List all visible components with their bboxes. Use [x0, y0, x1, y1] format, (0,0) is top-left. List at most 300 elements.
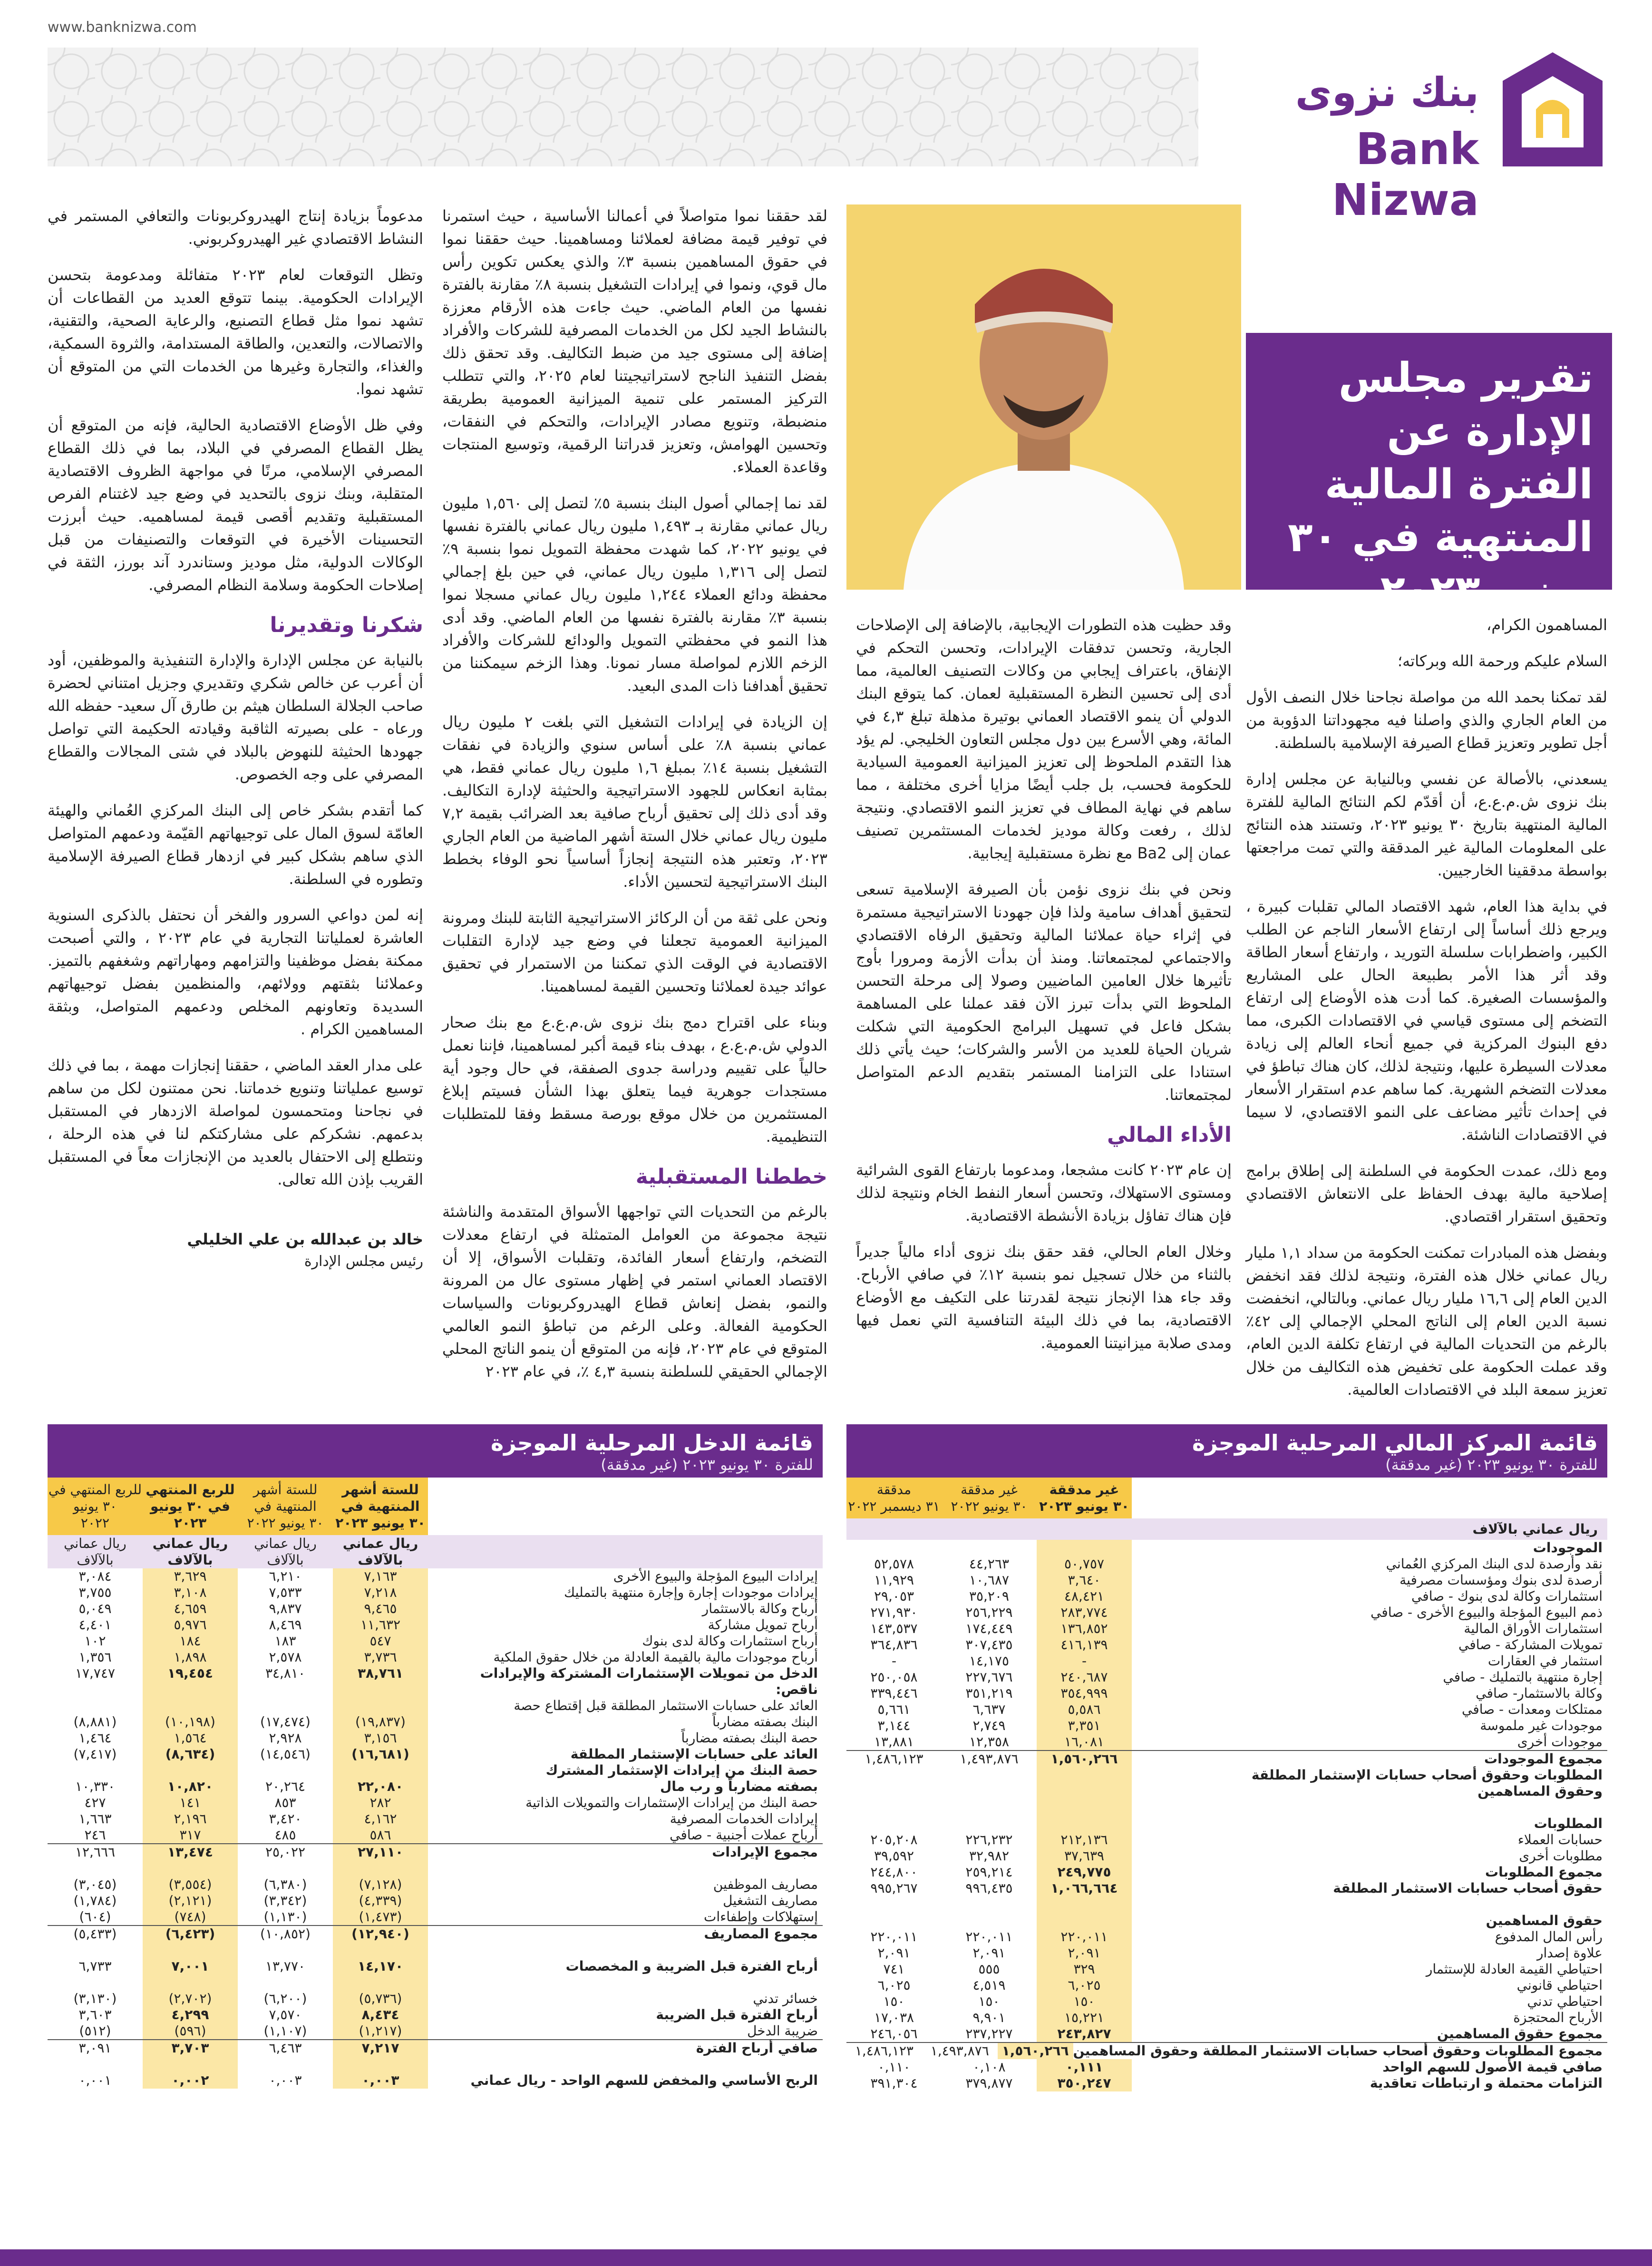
row-label: الدخل من تمويلات الإستثمارات المشتركة والإيرادات	[480, 1665, 818, 1681]
table-cell: ٠,٠٠٣	[269, 2072, 302, 2088]
table-cell: ٢٠٥,٢٠٨	[870, 1832, 918, 1848]
table-cell: ٠,٠٠١	[78, 2072, 112, 2088]
table-cell: (٥١٢)	[79, 2023, 111, 2039]
table-cell: ١,٤٩٣,٨٧٦	[960, 1751, 1019, 1767]
table-cell	[846, 1896, 942, 1913]
table-cell	[333, 1698, 428, 1714]
row-label: أرباح تمويل مشاركة	[708, 1617, 818, 1633]
paragraph: على مدار العقد الماضي ، حققنا إنجازات مهمة ، بما في ذلك توسيع عملياتنا وتنويع خدماتنا. نحن ممتنون لكل من ساهم في نجاحنا ومتحمسون لمواصلة الازدهار في المستقبل بدعمهم. نشكركم على مشاركتكم لنا في هذه الرحلة ، ونتطلع إلى الاحتفال بالعديد من الإنجازات معاً في المستقبل القريب بإذن الله تعالى.	[48, 1056, 423, 1188]
table-row	[846, 2075, 1607, 2091]
table-cell: ١٤,١٧٥	[969, 1653, 1010, 1669]
table-cell: ٣٩,٥٩٢	[874, 1848, 914, 1864]
table-subtitle: للفترة ٣٠ يونيو ٢٠٢٣ (غير مدققة)	[1385, 1456, 1598, 1474]
row-label: إيرادات الخدمات المصرفية	[670, 1811, 818, 1827]
column-header: مدققة ٣١ ديسمبر ٢٠٢٢	[846, 1478, 942, 1518]
table-cell	[48, 1682, 143, 1698]
table-cell: ٧,٥٧٠	[269, 2007, 302, 2023]
table-cell: -	[1037, 1653, 1132, 1669]
table-cell: ٩,٩٠١	[972, 2010, 1006, 2025]
table-row	[846, 1669, 1607, 1685]
row-label: استثمارات الأوراق المالية	[1464, 1621, 1603, 1636]
table-cell: ٢,٠٩١	[972, 1945, 1006, 1961]
table-row	[846, 2010, 1607, 2026]
table-title: قائمة المركز المالي المرحلية الموجزة	[1192, 1430, 1598, 1456]
row-label: ضريبة الدخل	[747, 2023, 818, 2039]
table-cell: ٢٢٠,٠١١	[870, 1929, 918, 1945]
table-cell: ٣,١٠٨	[143, 1585, 238, 1601]
chairman-name: خالد بن عبدالله بن علي الخليلي	[187, 1230, 423, 1248]
row-label	[1132, 1896, 1607, 1913]
table-cell: ٥,٦٦١	[877, 1702, 911, 1717]
table-row	[48, 1585, 823, 1601]
table-cell: ٣٢٩	[1037, 1961, 1132, 1977]
row-label: أرباح الفترة قبل الضريبة	[656, 2007, 818, 2023]
table-row	[48, 1795, 823, 1811]
table-row	[48, 2056, 823, 2072]
row-label: البنك بصفته مضارباً	[712, 1714, 818, 1730]
table-cell: ٣,٦٢٩	[143, 1568, 238, 1585]
table-cell: ٢,٠٩١	[1037, 1945, 1132, 1961]
table-body	[48, 1568, 823, 2089]
table-cell: (٣,٣٤٢)	[263, 1893, 307, 1908]
table-cell	[238, 1682, 333, 1698]
table-row	[48, 1746, 823, 1762]
paragraph: كما أتقدم بشكر خاص إلى البنك المركزي العُماني والهيئة العامّة لسوق المال على توجيهاتهم القيّمة ودعمهم المتواصل الذي ساهم بشكل كبير في ازدهار قطاع الصيرفة الإسلامية وتطوره في السلطنة.	[48, 801, 423, 888]
table-cell: ٢,٠٩١	[877, 1945, 911, 1961]
row-label: احتياطي تدني	[1527, 1994, 1603, 2009]
table-cell	[143, 1698, 238, 1714]
table-cell: ٣,١٥٦	[333, 1730, 428, 1746]
table-cell: ٢٢,٠٨٠	[333, 1779, 428, 1795]
row-label: رأس المال المدفوع	[1495, 1929, 1603, 1945]
table-row	[846, 1816, 1607, 1832]
table-row	[846, 1556, 1607, 1572]
table-cell	[1037, 1540, 1132, 1556]
table-row	[48, 1843, 823, 1860]
table-cell: -	[891, 1653, 897, 1669]
table-cell: ١,٤٨٦,١٢٣	[855, 2043, 913, 2059]
table-cell	[143, 2056, 238, 2072]
column-header: للربع المنتهي في ٣٠ يونيو ٢٠٢٢	[48, 1478, 143, 1535]
table-cell: ٦,٤٦٣	[269, 2040, 302, 2056]
column-header: غير مدققة ٣٠ يونيو ٢٠٢٣	[1037, 1478, 1132, 1518]
row-label: علاوة إصدار	[1536, 1945, 1603, 1961]
row-label: صافي أرباح الفترة	[696, 2040, 818, 2056]
table-cell	[238, 2056, 333, 2072]
financial-position-statement	[846, 1424, 1607, 2091]
table-cell: ٦,٠٢٥	[877, 1977, 911, 1993]
table-cell: ١,٤٨٦,١٢٣	[865, 1751, 923, 1767]
table-cell	[1037, 1816, 1132, 1832]
table-row	[48, 2039, 823, 2056]
table-cell: ٥٢,٥٧٨	[874, 1556, 914, 1572]
table-cell: ٩,٨٣٧	[269, 1601, 302, 1616]
table-cell	[48, 2056, 143, 2072]
table-row	[48, 1991, 823, 2007]
row-label: استثمار في العقارات	[1487, 1653, 1603, 1669]
table-cell: (١,١٣٠)	[263, 1909, 307, 1925]
table-cell: ٠,٠٠٢	[143, 2072, 238, 2089]
table-cell: ٣٧٩,٨٧٧	[965, 2075, 1013, 2091]
table-row	[846, 1588, 1607, 1605]
table-cell	[1037, 1783, 1132, 1799]
table-cell	[942, 1913, 1037, 1929]
table-cell: (١,٢١٧)	[333, 2023, 428, 2039]
table-cell: ٣,٧٣٦	[333, 1649, 428, 1665]
table-cell	[942, 1767, 1037, 1783]
table-row	[846, 1832, 1607, 1848]
column-header: غير مدققة ٣٠ يونيو ٢٠٢٢	[942, 1478, 1037, 1518]
table-cell: (٣,١٣٠)	[73, 1991, 117, 2006]
row-label: إيرادات موجودات إجارة وإجارة منتهية بالتمليك	[564, 1585, 818, 1600]
table-cell: ٤,١٦٢	[333, 1811, 428, 1827]
table-cell	[846, 1799, 942, 1816]
table-row	[846, 1734, 1607, 1750]
column-header: للستة أشهر المنتهية في ٣٠ يونيو ٢٠٢٢	[238, 1478, 333, 1535]
table-cell: ٤,٥١٩	[972, 1977, 1006, 1993]
table-cell	[846, 1913, 942, 1929]
table-cell: (٧,١٢٨)	[333, 1877, 428, 1893]
table-cell: ٢٠,٢٦٤	[265, 1779, 306, 1794]
row-label: وكالة بالاستثمار- صافي	[1476, 1685, 1603, 1701]
table-row	[846, 1994, 1607, 2010]
table-cell: ٣٩١,٣٠٤	[870, 2075, 918, 2091]
row-label: أرباح الفترة قبل الضريبة و المخصصات	[565, 1958, 818, 1974]
table-cell: ٣,٦٤٠	[1037, 1572, 1132, 1588]
report-title: تقرير مجلس الإدارة عن الفترة المالية المنتهية في ٣٠ يونيو ٢٠٢٣	[1288, 354, 1593, 615]
website-url[interactable]: www.banknizwa.com	[48, 19, 197, 36]
table-cell: ١٢,٣٥٨	[969, 1734, 1010, 1750]
table-cell: (٣,٥٥٤)	[143, 1877, 238, 1893]
paragraph: وفي ظل الأوضاع الاقتصادية الحالية، فإنه من المتوقع أن يظل القطاع المصرفي في البلاد، بما في ذلك القطاع المصرفي الإسلامي، مرنًا في مواجهة الظروف الاقتصادية المتقلبة، وبنك نزوى بالتحديد في وضع جيد لاغتنام الفرص المستقبلية وتقديم أقصى قيمة لمساهميه. حيث أبرزت التحسينات الأخيرة في التوقعات والتصنيفات من قبل الوكالات الدولية، مثل موديز وستاندرد آند بورز، الثقة في إصلاحات الحكومة وسلامة النظام المصرفي.	[48, 416, 423, 594]
table-row	[846, 1929, 1607, 1945]
table-header	[846, 1424, 1607, 1478]
table-cell: ٣,٣٥١	[1037, 1718, 1132, 1734]
table-cell: ١٢,٦٦٦	[75, 1844, 116, 1860]
table-cell: (٢,٧٠٢)	[143, 1991, 238, 2007]
table-cell: ٣,٧٥٥	[78, 1585, 112, 1600]
table-cell: ١٨٣	[274, 1633, 296, 1649]
row-label: خسائر تدني	[753, 1991, 818, 2006]
table-cell: ٩,٤٦٥	[333, 1601, 428, 1617]
table-cell: ٦,٢١٠	[269, 1568, 302, 1584]
table-cell	[942, 1896, 1037, 1913]
paragraph: وقد حظيت هذه التطورات الإيجابية، بالإضافة إلى الإصلاحات الجارية، وتحسن تدفقات الإيرادات، وتحسن التحكم في الإنفاق، باعتراف إيجابي من وكالات التصنيف العالمية، مما أدى إلى تحسين النظرة المستقبلية لعمان. كما يتوقع البنك الدولي أن ينمو الاقتصاد العماني بوتيرة مذهلة تبلغ ٤,٣ في المائة، وهي الأسرع بين دول مجلس التعاون الخليجي. لم يؤد هذا التقدم الملحوظ إلى تعزيز الميزانية العمومية السيادية للحكومة فحسب، بل جلب أيضًا مزايا أخرى مختلفة ، مما ساهم في نهاية المطاف في تعزيز النمو الاقتصادي. ونتيجة لذلك ، رفعت وكالة موديز لخدمات المستثمرين تصنيف عمان إلى Ba2 مع نظرة مستقبلية إيجابية.	[856, 616, 1232, 862]
table-cell: ٧,٢١٧	[333, 2040, 428, 2056]
table-cell: ١٥٠	[1037, 1994, 1132, 2010]
paragraph: مدعوماً بزيادة إنتاج الهيدروكربونات والتعافي المستمر في النشاط الاقتصادي غير الهيدروكربوني.	[48, 207, 423, 248]
table-cell: (٨,٨٨١)	[73, 1714, 117, 1730]
paragraph: في بداية هذا العام، شهد الاقتصاد المالي تقلبات كبيرة ، ويرجع ذلك أساساً إلى ارتفاع الأسعار الناجم عن الطلب الكبير، واضطرابات سلسلة التوريد ، وارتفاع أسعار الطاقة وقد أثر هذا الأمر بطبيعة الحال على المشاريع والمؤسسات الصغيرة. كما أدت هذه الأوضاع إلى ارتفاع التضخم إلى مستوى قياسي في الاقتصادات الكبرى، مما دفع البنوك المركزية في جميع أنحاء العالم إلى زيادة معدلات السيطرة عليها، ونتيجة لذلك، كان هناك تباطؤ في معدلات التضخم الشهرية. كما ساهم عدم استقرار الأسعار في إحداث تأثير مضاعف على النمو الاقتصادي، لا سيما في الاقتصادات الناشئة.	[1246, 897, 1607, 1144]
row-label: تمويلات المشاركة - صافي	[1458, 1637, 1603, 1653]
row-label: نقد وأرصدة لدى البنك المركزي العُماني	[1386, 1556, 1603, 1572]
table-cell: ٥٤٧	[333, 1633, 428, 1649]
row-label: حصة البنك بصفته مضارباً	[681, 1730, 818, 1746]
table-title: قائمة الدخل المرحلية الموجزة	[490, 1430, 813, 1456]
table-cell	[846, 1767, 942, 1783]
table-cell	[846, 1783, 942, 1799]
table-row	[846, 2026, 1607, 2042]
table-cell: ٥,٥٨٦	[1037, 1702, 1132, 1718]
table-cell: (١٦,٦٨١)	[333, 1746, 428, 1762]
table-cell: ٦,٦٣٧	[972, 1702, 1006, 1717]
table-subtitle: للفترة ٣٠ يونيو ٢٠٢٣ (غير مدققة)	[601, 1456, 813, 1474]
table-row	[48, 1827, 823, 1843]
table-cell: ٨,٤٦٩	[269, 1617, 302, 1633]
table-cell: ٧,٠٠١	[143, 1958, 238, 1974]
row-label: مجموع المصاريف	[704, 1926, 818, 1942]
table-cell: ١٥٠	[883, 1994, 905, 2009]
table-row	[846, 1540, 1607, 1556]
table-cell	[1037, 1913, 1132, 1929]
table-cell: (١٠,١٩٨)	[143, 1714, 238, 1730]
table-cell: ١٥,٢٢١	[1037, 2010, 1132, 2026]
row-label: التزامات محتملة و ارتباطات تعاقدية	[1370, 2075, 1603, 2091]
table-cell	[238, 1860, 333, 1877]
table-row	[48, 1649, 823, 1665]
table-cell	[1037, 1799, 1132, 1816]
table-cell: ٢,٩٢٨	[269, 1730, 302, 1746]
table-cell: ٢٥٠,٠٥٨	[870, 1669, 918, 1685]
table-cell: ٢٨٣,٧٧٤	[1037, 1605, 1132, 1621]
table-row	[48, 1633, 823, 1649]
row-label	[428, 1942, 823, 1958]
table-row	[846, 1621, 1607, 1637]
row-label: مجموع المطلوبات	[1485, 1864, 1603, 1880]
table-cell: ١,٥٦٠,٢٦٦	[1037, 1751, 1132, 1767]
table-cell: ٥٥٥	[978, 1961, 1000, 1977]
table-cell	[143, 1974, 238, 1991]
table-cell: ١,٦٦٣	[78, 1811, 112, 1827]
table-cell: ٠,١١١	[1037, 2059, 1132, 2075]
row-label: ذمم البيوع المؤجلة والبيوع الأخرى - صافي	[1370, 1605, 1603, 1620]
table-cell: ٢٣٧,٢٢٧	[965, 2026, 1013, 2042]
table-row	[48, 1974, 823, 1991]
table-cell: ٧٤١	[883, 1961, 905, 1977]
table-row	[48, 1942, 823, 1958]
table-cell	[48, 1942, 143, 1958]
table-cell: (١,٤٧٣)	[333, 1909, 428, 1925]
table-cell: (٧٤٨)	[143, 1909, 238, 1925]
table-cell: ٣,٦٠٣	[78, 2007, 112, 2023]
row-label: مجموع حقوق المساهمين	[1437, 2026, 1603, 2042]
table-cell: (١٩,٨٣٧)	[333, 1714, 428, 1730]
table-row	[48, 1893, 823, 1909]
row-label: احتياطي قانوني	[1516, 1977, 1603, 1993]
table-row	[48, 1617, 823, 1633]
letter-column-1	[1246, 613, 1607, 1414]
row-label	[1132, 1799, 1607, 1816]
table-cell: ١٨٤	[143, 1633, 238, 1649]
table-row	[48, 1811, 823, 1827]
table-cell: (٣,٠٤٥)	[73, 1877, 117, 1892]
table-row	[846, 1637, 1607, 1653]
table-cell: (١٠,٨٥٢)	[260, 1926, 311, 1942]
table-row	[846, 1750, 1607, 1767]
row-label: حقوق أصحاب حسابات الاستثمار المطلقة	[1333, 1880, 1603, 1896]
table-cell: ٢٨٢	[333, 1795, 428, 1811]
greeting: السلام عليكم ورحمة الله وبركاته؛	[1397, 652, 1607, 670]
table-cell: (١٢,٩٤٠)	[333, 1926, 428, 1942]
table-cell: ١,٠٦٦,٦٦٤	[1037, 1880, 1132, 1896]
table-cell: ٢١٢,١٣٦	[1037, 1832, 1132, 1848]
letter-column-2	[856, 613, 1232, 1368]
table-cell	[48, 1698, 143, 1714]
table-cell: ١٣,٨٨١	[874, 1734, 914, 1750]
table-row	[846, 1605, 1607, 1621]
table-cell: (١٧,٤٧٤)	[260, 1714, 311, 1730]
table-cell: ٢٥٩,٢١٤	[965, 1864, 1013, 1880]
row-label: مصاريف الموظفين	[713, 1877, 818, 1892]
row-label: وحقوق المساهمين	[1477, 1783, 1603, 1799]
table-cell: ٢٤٠,٦٨٧	[1037, 1669, 1132, 1685]
table-row	[846, 1896, 1607, 1913]
row-label: الأرباح المحتجزة	[1513, 2010, 1603, 2025]
row-label: أرباح استثمارات وكالة لدى بنوك	[642, 1633, 818, 1649]
paragraph: لقد حققنا نموا متواصلاً في أعمالنا الأساسية ، حيث استمرنا في توفير قيمة مضافة لعملائنا ومساهمينا. حيث حققنا نموا في حقوق المساهمين بنسبة ٣٪ والذي يعكس تكوين رأس مال قوي، ونموا في إيرادات التشغيل بنسبة ٨٪ مقارنة بالفترة نفسها من العام الماضي. حيث جاءت هذه الأرقام معززة بالنشاط الجيد لكل من الخدمات المصرفية للشركات والأفراد إضافة إلى مستوى جيد من ضبط التكاليف. وقد تحقق ذلك بفضل التنفيذ الناجح لاستراتيجيتنا لعام ٢٠٢٥، والتي تتطلب التركيز المستمر على تنمية الميزانية العمومية بطريقة منضبطة، وتنويع مصادر الإيرادات، والتحكم في النفقات، وتحسين الهوامش، وتعزيز قدراتنا الرقمية، وتوسيع المنتجات وقاعدة العملاء.	[442, 207, 828, 476]
table-cell: ٢٤٦	[84, 1827, 106, 1843]
letter-column-3	[442, 204, 827, 1396]
table-cell: ١٣,٤٧٤	[143, 1844, 238, 1860]
unit-row: ريال عماني بالآلاف ريال عماني بالآلاف ريال عماني بالآلاف ريال عماني بالآلاف	[48, 1535, 823, 1568]
table-cell: ١٠,٨٢٠	[143, 1779, 238, 1795]
table-cell: ٢٢٧,٦٧٦	[965, 1669, 1013, 1685]
table-cell: ٢٤٣,٨٢٧	[1037, 2026, 1132, 2042]
table-cell: ١٤١	[143, 1795, 238, 1811]
table-row	[48, 2023, 823, 2039]
table-cell: ٢٢٠,٠١١	[1037, 1929, 1132, 1945]
table-cell: ٢,١٩٦	[143, 1811, 238, 1827]
table-cell: ٢٧١,٩٣٠	[870, 1605, 918, 1620]
row-label: أرباح عملات أجنبية - صافي	[670, 1827, 818, 1843]
row-label: مجموع الموجودات	[1484, 1751, 1603, 1767]
table-cell: ٢٤٦,٠٥٦	[870, 2026, 918, 2042]
table-cell: ١٣,٧٧٠	[265, 1958, 306, 1974]
row-label: حصة البنك من إيرادات الإستثمارات والتمويلات الذاتية	[525, 1795, 818, 1810]
paragraph: وبناء على اقتراح دمج بنك نزوى ش.م.ع.ع مع بنك صحار الدولي ش.م.ع.ع ، بهدف بناء قيمة أكبر لمساهمينا، فإننا نعمل حالياً على تقييم ودراسة جدوى الصفقة، في حال وجود أية مستجدات جوهرية فيما يتعلق بهذا الشأن فسيتم إبلاغ المستثمرين من خلال موقع بورصة مسقط وفقا للمتطلبات التنظيمية.	[442, 1013, 827, 1146]
paragraph: ومع ذلك، عمدت الحكومة في السلطنة إلى إطلاق برامج إصلاحية مالية بهدف الحفاظ على الانتعاش الاقتصادي وتحقيق استقرار اقتصادي.	[1246, 1162, 1607, 1225]
table-cell: ٤,٦٥٩	[143, 1601, 238, 1617]
table-cell	[1037, 1767, 1132, 1783]
table-cell: ٣,٠٨٤	[78, 1568, 112, 1584]
table-cell: ١٧,٠٣٨	[874, 2010, 914, 2025]
paragraph: إنه لمن دواعي السرور والفخر أن نحتفل بالذكرى السنوية العاشرة لعملياتنا التجارية في عام ٢٠٢٣ ، والتي أصبحت ممكنة بفضل موظفينا والتزامهم ومهاراتهم وشغفهم بالتميز. وعملائنا بثقتهم وولائهم، والمنظمين بفضل توجيهاتهم السديدة وتعاونهم المخلص ودعمهم المتواصل، وبثقة المساهمين الكرام .	[48, 906, 424, 1038]
paragraph: إن الزيادة في إيرادات التشغيل التي بلغت ٢ مليون ريال عماني بنسبة ٨٪ على أساس سنوي والزيادة في نفقات التشغيل بنسبة ١٤٪ بمبلغ ١,٦ مليون ريال عماني فقط، هي بمثابة انعكاس للجهود الاستراتيجية والحثيثة لإدارة التكاليف. وقد أدى ذلك إلى تحقيق أرباح صافية بعد الضرائب بقيمة ٧,٢ مليون ريال عماني خلال الستة أشهر الماضية من العام الجاري ٢٠٢٣، وتعتبر هذه النتيجة إنجازاً أساسياً نحو الوفاء بخطط البنك الاستراتيجية لتحسين الأداء.	[442, 713, 828, 891]
table-row	[846, 1702, 1607, 1718]
table-row	[846, 1848, 1607, 1864]
table-cell: ٣,٤٢٠	[269, 1811, 302, 1827]
paragraph: لقد نما إجمالي أصول البنك بنسبة ٥٪ لتصل إلى ١,٥٦٠ مليون ريال عماني مقارنة بـ ١,٤٩٣ مليون ريال عماني بالفترة نفسها في يونيو ٢٠٢٢، كما شهدت محفظة التمويل نموا بنسبة ٩٪ لتصل إلى ١,٣١٦ مليون ريال عماني، في حين بلغ إجمالي محفظة ودائع العملاء ١,٢٤٤ مليون ريال عماني مسجلا نموا بنسبة ٣٪ مقارنة بالفترة نفسها من العام الماضي. وقد أدى هذا النمو في محفظتي التمويل والودائع للشركات والأفراد الزخم اللازم لمواصلة مسار نمونا. وهذا الزخم سيمكننا من تحقيق أهدافنا ذات المدى البعيد.	[442, 494, 828, 695]
table-cell: ٨٥٣	[274, 1795, 296, 1810]
row-label: الربح الأساسي والمخفض للسهم الواحد - ريال عماني	[470, 2072, 818, 2088]
row-label: العائد على حسابات الاستثمار المطلقة قبل إقتطاع حصة	[514, 1698, 818, 1713]
table-cell: ٤٢٧	[84, 1795, 106, 1810]
table-cell: ١١,٩٢٩	[874, 1572, 914, 1588]
table-cell	[333, 1762, 428, 1779]
row-label: إيرادات البيوع المؤجلة والبيوع الأخرى	[613, 1568, 818, 1584]
table-row	[846, 2042, 1607, 2059]
table-row	[48, 1877, 823, 1893]
table-cell: (٧,٤١٧)	[73, 1746, 117, 1762]
row-label: ناقص:	[776, 1682, 818, 1697]
decorative-pattern-banner	[48, 48, 1198, 166]
table-cell: ٢٤٤,٨٠٠	[870, 1864, 918, 1880]
table-row	[48, 1665, 823, 1682]
table-cell: ٣٥٤,٩٩٩	[1037, 1685, 1132, 1702]
table-row	[846, 1685, 1607, 1702]
table-cell: ٢٥٦,٢٢٩	[965, 1605, 1013, 1620]
table-cell: ١٩,٤٥٤	[143, 1665, 238, 1682]
table-cell	[48, 1860, 143, 1877]
table-cell	[333, 1974, 428, 1991]
table-cell	[143, 1860, 238, 1877]
row-label: مصاريف التشغيل	[723, 1893, 818, 1908]
row-label: بصفته مضارباً و رب مال	[660, 1779, 818, 1794]
table-cell: ٣٣٩,٤٤٦	[870, 1685, 918, 1701]
paragraph: إن عام ٢٠٢٣ كانت مشجعا، ومدعوما بارتفاع القوى الشرائية ومستوى الاستهلاك، وتحسن أسعار النفط الخام ونتيجة لذلك فإن هناك تفاؤل بزيادة الأنشطة الاقتصادية.	[856, 1161, 1232, 1225]
table-row	[48, 1925, 823, 1942]
table-cell: ٤٤,٢٦٣	[969, 1556, 1010, 1572]
logo-text-english: Bank Nizwa	[1331, 124, 1479, 225]
table-cell: ٤,٢٩٩	[143, 2007, 238, 2023]
table-cell: ٥٨٦	[333, 1827, 428, 1843]
table-cell: (٥٩٦)	[143, 2023, 238, 2039]
table-row	[846, 1880, 1607, 1896]
table-cell: ٢,٧٤٩	[972, 1718, 1006, 1733]
table-cell: (٥,٧٣٦)	[333, 1991, 428, 2007]
section-heading-thanks: شكرنا وتقديرنا	[270, 613, 423, 637]
row-label: موجودات غير ملموسة	[1480, 1718, 1603, 1733]
table-cell: ١,٤٩٣,٨٧٦	[930, 2043, 989, 2059]
row-label	[428, 2056, 823, 2072]
table-row	[48, 1601, 823, 1617]
table-cell: ٤٨٥	[274, 1827, 296, 1843]
table-cell: ١,٥٦٤	[143, 1730, 238, 1746]
table-cell: ٦,٠٢٥	[1037, 1977, 1132, 1994]
bank-nizwa-logo-icon	[1498, 48, 1607, 171]
paragraph: ونحن على ثقة من أن الركائز الاستراتيجية الثابتة للبنك ومرونة الميزانية العمومية تجعلنا في وضع جيد لإدارة التقلبات الاقتصادية في الوقت الذي تمكننا من الاستمرار في تحقيق عوائد جيدة لعملائنا وتحسين القيمة لمساهمينا.	[442, 909, 827, 995]
table-cell: ٤٨,٤٢١	[1037, 1588, 1132, 1605]
table-cell: ٤١٦,١٣٩	[1037, 1637, 1132, 1653]
table-cell: ٩٩٦,٤٣٥	[965, 1880, 1013, 1896]
column-header: للستة أشهر المنتهية في ٣٠ يونيو ٢٠٢٣	[333, 1478, 428, 1535]
row-label: العائد على حسابات الإستثمار المطلقة	[570, 1746, 818, 1762]
row-label	[428, 1974, 823, 1991]
paragraph: يسعدني، بالأصالة عن نفسي وبالنيابة عن مجلس إدارة بنك نزوى ش.م.ع.ع، أن أقدّم لكم النتائج المالية للفترة المالية المنتهية بتاريخ ٣٠ يونيو ٢٠٢٣، وتستند هذه النتائج على المعلومات المالية غير المدققة والتي تمت مراجعتها بواسطة مدققينا الخارجيين.	[1246, 770, 1607, 879]
table-cell: (٦,٣٨٠)	[263, 1877, 307, 1892]
table-cell: ٢,٥٧٨	[269, 1649, 302, 1665]
table-cell: ١٤,١٧٠	[333, 1958, 428, 1974]
table-cell	[333, 1682, 428, 1698]
table-cell	[942, 1540, 1037, 1556]
table-cell: ٦,٧٣٣	[78, 1958, 112, 1974]
table-row	[846, 1718, 1607, 1734]
section-heading-future-plans: خططنا المستقبلية	[635, 1165, 827, 1189]
table-cell	[143, 1942, 238, 1958]
table-cell: ٠,٠٠٣	[333, 2072, 428, 2089]
table-cell: ١,٤٦٤	[78, 1730, 112, 1746]
table-cell: (٦,٤٢٣)	[143, 1926, 238, 1942]
table-row	[48, 2007, 823, 2023]
row-label: صافي قيمة الأصول للسهم الواحد	[1382, 2059, 1603, 2075]
table-cell: (٥,٤٣٣)	[73, 1926, 117, 1942]
table-cell: (٨,٦٣٤)	[143, 1746, 238, 1762]
table-cell: ٣,١٤٤	[877, 1718, 911, 1733]
table-row	[48, 1568, 823, 1585]
table-cell	[333, 2056, 428, 2072]
table-cell: ٩٩٥,٢٦٧	[870, 1880, 918, 1896]
table-cell: ٤,٤٠١	[78, 1617, 112, 1633]
